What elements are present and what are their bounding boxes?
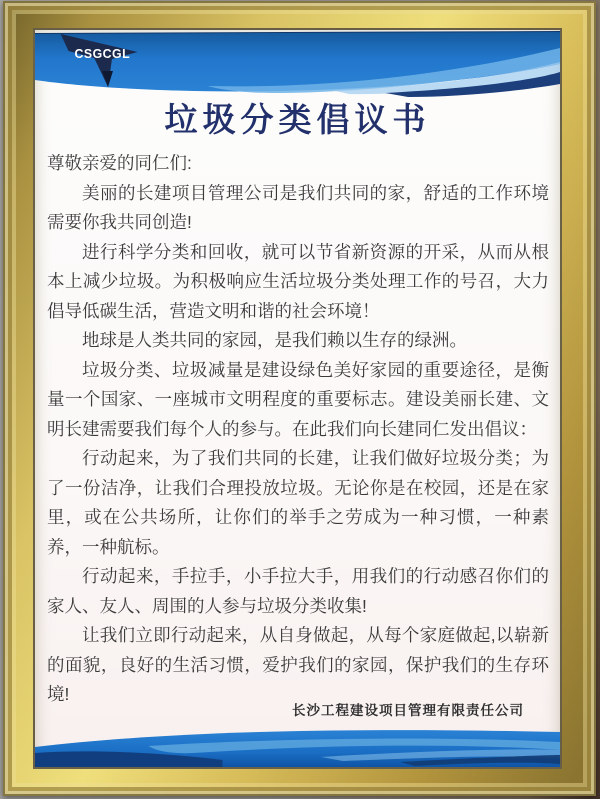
body-paragraph: 让我们立即行动起来，从自身做起，从每个家庭做起,以崭新的面貌，良好的生活习惯，爱护我们的家园，保护我们的生存环境! [47, 625, 549, 704]
body-paragraph: 地球是人类共同的家园，是我们赖以生存的绿洲。 [82, 330, 467, 350]
body-paragraph: 进行科学分类和回收，就可以节省新资源的开采，从而从根本上减少垃圾。为积极响应生活垃圾分类处理工作的号召，大力倡导低碳生活，营造文明和谐的社会环境！ [47, 241, 549, 321]
page-title: 垃圾分类倡议书 [164, 101, 431, 138]
company-logo-text: CSGCGL [74, 46, 131, 62]
document-body [35, 149, 560, 710]
salutation-line: 尊敬亲爱的同仁们: [47, 153, 192, 173]
footer-company-name: 长沙工程建设项目管理有限责任公司 [292, 703, 524, 718]
footer-wave-graphic [35, 713, 560, 767]
body-paragraph: 行动起来，手拉手，小手拉大手，用我们的行动感召你们的家人、友人、周围的人参与垃圾分类收集! [47, 566, 549, 616]
picture-frame [3, 1, 596, 796]
body-paragraph: 垃圾分类、垃圾减量是建设绿色美好家园的重要途径，是衡量一个国家、一座城市文明程度的重要标志。建设美丽长建、文明长建需要我们每个人的参与。在此我们向长建同仁发出倡议： [47, 359, 549, 439]
body-paragraph: 美丽的长建项目管理公司是我们共同的家，舒适的工作环境需要你我共同创造! [47, 182, 549, 232]
header-wave-graphic [35, 31, 560, 109]
poster-paper [33, 28, 562, 769]
body-paragraph: 行动起来，为了我们共同的长建，让我们做好垃圾分类；为了一份洁净，让我们合理投放垃圾。无论你是在校园，还是在家里，或在公共场所，让你们的举手之劳成为一种习惯，一种素养，一种航标。 [47, 448, 549, 557]
